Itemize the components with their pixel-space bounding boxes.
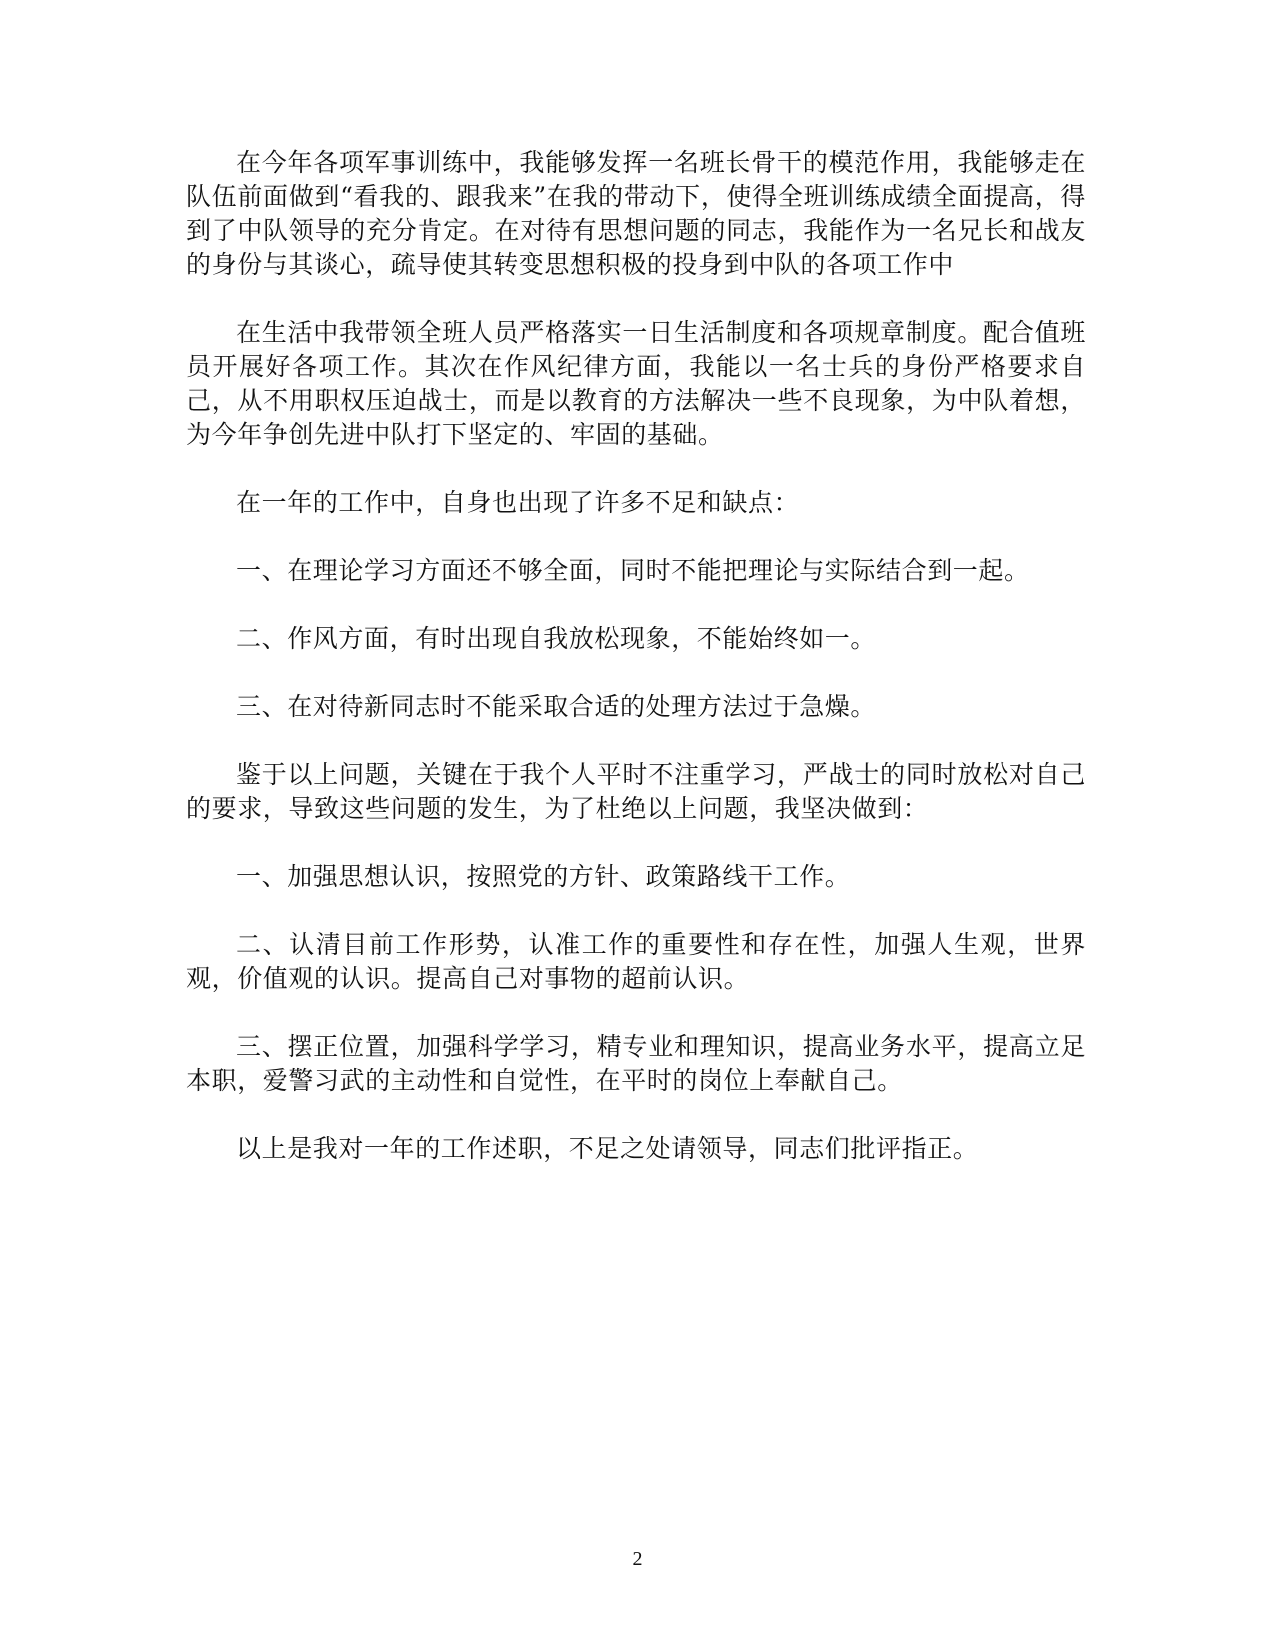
paragraph-shortcoming-1: 一、在理论学习方面还不够全面，同时不能把理论与实际结合到一起。 [236,556,1030,585]
paragraph-shortcoming-3: 三、在对待新同志时不能采取合适的处理方法过于急燥。 [236,692,877,721]
paragraph-daily-life: 在生活中我带领全班人员严格落实一日生活制度和各项规章制度。配合值班员开展好各项工作。其次在作风纪律方面，我能以一名士兵的身份严格要求自己，从不用职权压迫战士，而是以教育的方法解决一些不良现象，为中队着想，为今年争创先进中队打下坚定的、牢固的基础。 [186,318,1086,449]
paragraph-resolution-1: 一、加强思想认识，按照党的方针、政策路线干工作。 [236,862,851,891]
paragraph-resolution-intro: 鉴于以上问题，关键在于我个人平时不注重学习，严战士的同时放松对自己的要求，导致这些问题的发生，为了杜绝以上问题，我坚决做到： [186,760,1086,823]
paragraph-resolution-2: 二、认清目前工作形势，认准工作的重要性和存在性，加强人生观，世界观，价值观的认识。提高自己对事物的超前认识。 [186,930,1086,993]
page-number: 2 [632,1548,643,1570]
paragraph-shortcomings-intro: 在一年的工作中，自身也出现了许多不足和缺点： [236,488,800,517]
paragraph-training: 在今年各项军事训练中，我能够发挥一名班长骨干的模范作用，我能够走在队伍前面做到“看我的、跟我来”在我的带动下，使得全班训练成绩全面提高，得到了中队领导的充分肯定。在对待有思想问题的同志，我能作为一名兄长和战友的身份与其谈心，疏导使其转变思想积极的投身到中队的各项工作中 [186,148,1086,279]
document-body [186,146,1086,1200]
paragraph-shortcoming-2: 二、作风方面，有时出现自我放松现象，不能始终如一。 [236,624,877,653]
paragraph-closing: 以上是我对一年的工作述职，不足之处请领导，同志们批评指正。 [236,1134,979,1163]
paragraph-resolution-3: 三、摆正位置，加强科学学习，精专业和理知识，提高业务水平，提高立足本职，爱警习武的主动性和自觉性，在平时的岗位上奉献自己。 [186,1032,1086,1095]
